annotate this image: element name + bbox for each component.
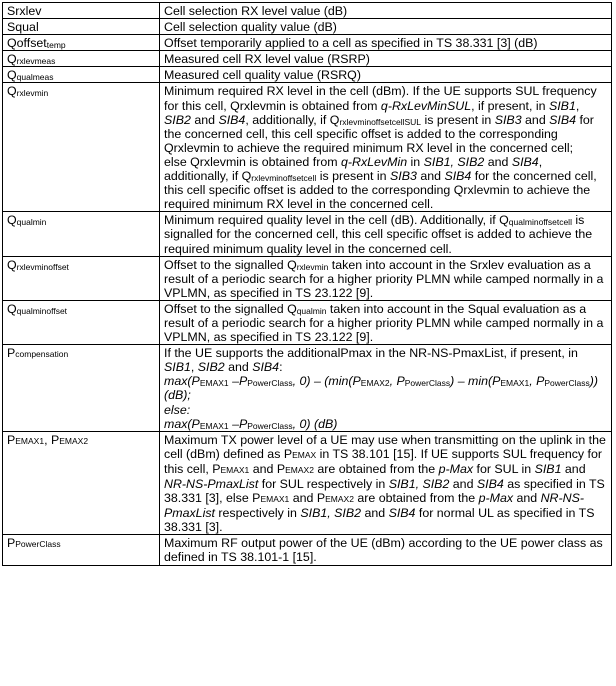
parameter-name-cell xyxy=(3,535,160,565)
subscript: rxlevminoffsetcellSUL xyxy=(339,116,422,127)
text-run: for normal UL as specified in TS 38.331 [3]. xyxy=(164,506,595,535)
table-row xyxy=(3,535,612,565)
text-run: Srxlev xyxy=(7,4,42,18)
text-run: in TS 38.101 [15]. If UE supports SUL frequency for this cell, P xyxy=(164,446,603,476)
text-run: for SUL respectively in xyxy=(258,477,389,491)
text-run: Maximum RF output power of the UE (dBm) according to the UE power class as defined in TS 38.101-1 [15]. xyxy=(164,536,603,565)
italic-text: SIB2 xyxy=(164,112,191,127)
parameter-name-cell xyxy=(3,300,160,344)
small-caps-text: EMAX1 xyxy=(260,494,290,505)
text-run: for the concerned cell, this cell specific offset is added to the corresponding Qrxlevmin to achieve the required minimum RX level in the concerned cell. xyxy=(164,169,597,212)
text-run: P xyxy=(7,536,16,551)
italic-text: SIB1 xyxy=(534,461,562,476)
text-run: are obtained from the xyxy=(353,491,479,506)
text-run: Q xyxy=(7,213,17,228)
text-run: for the concerned cell, this cell specific offset is added to the corresponding Qrxlevmin to achieve the required minimum RX level in the concerned cell; xyxy=(164,112,594,155)
text-run: are obtained from the xyxy=(313,461,439,476)
text-run: Squal xyxy=(7,20,39,35)
text-run: , additionally, if Q xyxy=(164,154,543,184)
italic-text: else: xyxy=(164,402,191,417)
parameter-name-cell xyxy=(3,51,160,67)
table-row xyxy=(3,431,612,535)
text-run: for SUL in xyxy=(473,461,535,476)
italic-text: SIB3 xyxy=(494,112,522,127)
text-run: Offset to the signalled Q xyxy=(164,301,297,316)
text-run: : xyxy=(279,360,283,375)
italic-text: max(P xyxy=(164,374,200,389)
text-run: as specified in TS 38.331 [3], else P xyxy=(164,477,605,506)
text-run: Q xyxy=(7,68,17,83)
small-caps-text: compensation xyxy=(15,349,69,360)
italic-text: max(P xyxy=(164,416,200,431)
text-run: Measured cell RX level value (RSRP) xyxy=(164,52,370,67)
text-run: and P xyxy=(289,491,326,506)
table-row xyxy=(3,19,612,35)
text-run: and xyxy=(449,477,477,491)
text-run: is present in xyxy=(421,112,495,127)
italic-text: q-RxLevMin xyxy=(340,154,408,169)
text-run: and xyxy=(521,112,550,127)
italic-text: –P xyxy=(228,416,248,431)
small-caps-text: EMAX1 xyxy=(15,435,45,446)
italic-text: SIB4 xyxy=(252,360,280,375)
text-run: and xyxy=(190,112,219,127)
italic-text: ) – min(P xyxy=(450,374,501,389)
subscript: PowerClass xyxy=(404,378,451,389)
parameter-name-cell xyxy=(3,3,160,19)
parameter-description-cell xyxy=(160,345,612,432)
text-run: , P xyxy=(44,432,60,447)
parameter-name-cell xyxy=(3,35,160,51)
small-caps-text: EMAX2 xyxy=(59,435,89,446)
text-run: Qoffset xyxy=(7,36,47,51)
parameter-name-cell xyxy=(3,212,160,256)
parameter-name-cell xyxy=(3,256,160,300)
italic-text: –P xyxy=(228,374,248,389)
italic-text: NR-NS-PmaxList xyxy=(164,491,584,521)
parameter-description-cell xyxy=(160,35,612,51)
italic-text: SIB1 xyxy=(548,98,576,113)
table-row xyxy=(3,67,612,83)
italic-text: SIB1, SIB2 xyxy=(423,154,485,169)
subscript: temp xyxy=(46,40,66,51)
text-run: else Qrxlevmin is obtained from xyxy=(164,154,341,169)
text-run: Cell selection quality value (dB) xyxy=(164,20,337,35)
subscript: qualmin xyxy=(296,305,327,316)
text-run: , xyxy=(575,98,580,113)
text-run: and xyxy=(513,491,541,506)
italic-text: SIB4 xyxy=(388,506,416,521)
table-row xyxy=(3,300,612,344)
parameter-description-cell xyxy=(160,3,612,19)
table-row xyxy=(3,345,612,432)
italic-text: NR-NS-PmaxList xyxy=(164,477,259,491)
parameter-name-cell xyxy=(3,19,160,35)
text-run: and xyxy=(361,506,389,521)
parameter-description-cell xyxy=(160,67,612,83)
parameter-name-cell xyxy=(3,345,160,432)
text-run: , xyxy=(190,360,198,375)
subscript: qualmeas xyxy=(16,72,54,83)
subscript: EMAX1 xyxy=(500,378,530,389)
parameter-description-cell xyxy=(160,83,612,212)
parameter-description-cell xyxy=(160,19,612,35)
text-run: and xyxy=(224,360,253,375)
parameter-definitions-table xyxy=(2,2,612,566)
italic-text: p-Max xyxy=(478,491,514,506)
subscript: qualminoffsetcell xyxy=(508,217,572,228)
table-row xyxy=(3,212,612,256)
subscript: rxlevminoffset xyxy=(16,261,69,272)
parameter-description-cell xyxy=(160,256,612,300)
table-row xyxy=(3,35,612,51)
text-run: Q xyxy=(7,52,17,67)
text-run: Q xyxy=(7,257,17,272)
italic-text: , 0) (dB) xyxy=(292,416,338,431)
italic-text: SIB4 xyxy=(549,112,577,127)
italic-text: SIB4 xyxy=(476,477,504,491)
text-run: and xyxy=(416,169,445,184)
text-run: Offset to the signalled Q xyxy=(164,257,297,272)
subscript: EMAX1 xyxy=(199,378,229,389)
text-run: Measured cell quality value (RSRQ) xyxy=(164,68,361,83)
text-run: taken into account in the Srxlev evaluation as a result of a periodic search for a higher priority PLMN while camped normally in a VPLMN, as specified in TS 23.122 [9]. xyxy=(164,257,604,300)
subscript: rxlevmin xyxy=(296,261,329,272)
parameter-description-cell xyxy=(160,300,612,344)
italic-text: , 0) – (min(P xyxy=(292,374,361,389)
parameter-name-cell xyxy=(3,67,160,83)
table-body xyxy=(3,3,612,566)
text-run: If the UE supports the additionalPmax in the NR-NS-PmaxList, if present, in xyxy=(164,346,578,361)
subscript: PowerClass xyxy=(247,378,293,389)
text-run: Offset temporarily applied to a cell as specified in TS 38.331 [3] (dB) xyxy=(164,36,538,51)
italic-text: , P xyxy=(389,374,405,389)
subscript: PowerClass xyxy=(544,378,590,389)
italic-text: p-Max xyxy=(438,461,474,476)
subscript: EMAX2 xyxy=(360,378,390,389)
italic-text: )) (dB); xyxy=(164,374,598,403)
text-run: is present in xyxy=(316,169,390,184)
italic-text: SIB4 xyxy=(444,169,472,184)
table-row xyxy=(3,3,612,19)
subscript: qualmin xyxy=(16,217,47,228)
italic-text: SIB4 xyxy=(218,112,246,127)
parameter-name-cell xyxy=(3,431,160,535)
text-run: respectively in xyxy=(214,506,301,521)
table-row xyxy=(3,83,612,212)
text-run: P xyxy=(7,346,16,361)
subscript: rxlevmeas xyxy=(16,56,56,67)
small-caps-text: EMAX1 xyxy=(220,464,250,475)
italic-text: SIB3 xyxy=(390,169,417,184)
text-run: is signalled for the concerned cell, this cell specific offset is added to achieve the required minimum quality level in the concerned cell. xyxy=(164,213,593,256)
text-run: and xyxy=(561,461,586,476)
text-run: Minimum required quality level in the cell (dB). Additionally, if Q xyxy=(164,213,509,228)
parameter-name-cell xyxy=(3,83,160,212)
text-run: Maximum TX power level of a UE may use when transmitting on the uplink in the cell (dBm) defined as P xyxy=(164,432,606,461)
text-run: P xyxy=(7,432,16,447)
subscript: rxlevminoffsetcell xyxy=(251,173,317,184)
text-run: taken into account in the Squal evaluation as a result of a periodic search for a higher priority PLMN while camped normally in a VPLMN, as specified in TS 23.122 [9]. xyxy=(164,301,604,345)
text-run: and P xyxy=(249,461,286,476)
text-run: Minimum required RX level in the cell (dBm). If the UE supports SUL frequency for this cell, Qrxlevmin is obtained from xyxy=(164,84,597,113)
small-caps-text: EMAX xyxy=(292,449,317,460)
text-run: Q xyxy=(7,84,17,99)
text-run: in xyxy=(407,154,424,169)
parameter-description-cell xyxy=(160,212,612,256)
italic-text: q-RxLevMinSUL xyxy=(380,98,472,113)
parameter-description-cell xyxy=(160,431,612,535)
italic-text: SIB4 xyxy=(511,154,539,169)
italic-text: , P xyxy=(529,374,545,389)
parameter-description-cell xyxy=(160,51,612,67)
italic-text: SIB1, SIB2 xyxy=(388,477,450,491)
text-run: , additionally, if Q xyxy=(245,112,340,127)
subscript: rxlevmin xyxy=(16,88,49,99)
italic-text: SIB1 xyxy=(164,360,191,375)
subscript: EMAX1 xyxy=(199,420,229,431)
small-caps-text: EMAX2 xyxy=(325,494,354,505)
small-caps-text: PowerClass xyxy=(15,539,61,550)
subscript: PowerClass xyxy=(247,420,293,431)
small-caps-text: EMAX2 xyxy=(285,464,314,475)
text-run: Cell selection RX level value (dB) xyxy=(164,4,348,18)
table-row xyxy=(3,256,612,300)
italic-text: SIB1, SIB2 xyxy=(300,506,361,521)
text-run: Q xyxy=(7,301,17,316)
table-row xyxy=(3,51,612,67)
italic-text: SIB2 xyxy=(197,360,225,375)
text-run: and xyxy=(484,154,512,169)
text-run: , if present, in xyxy=(471,98,549,113)
parameter-description-cell xyxy=(160,535,612,565)
subscript: qualminoffset xyxy=(16,305,68,316)
